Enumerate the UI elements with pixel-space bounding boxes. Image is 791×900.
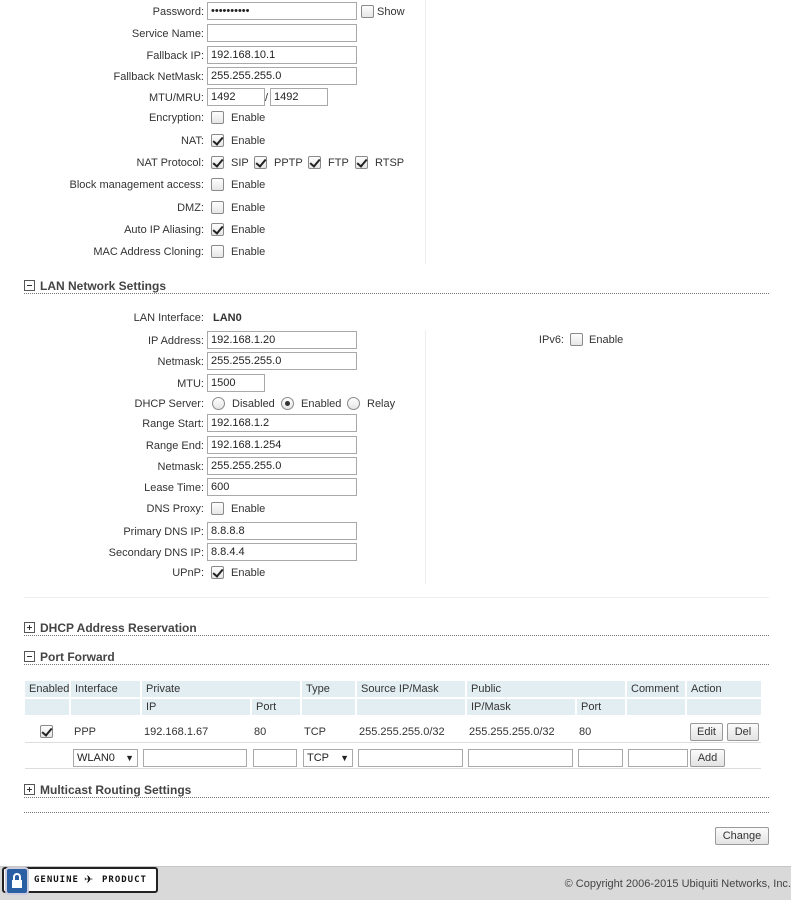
lease-time-field[interactable]: 600 — [207, 478, 357, 496]
badge-text-right: PRODUCT — [102, 875, 147, 885]
mtu-field[interactable]: 1492 — [207, 88, 265, 106]
dhcp-disabled-label: Disabled — [232, 398, 275, 410]
dhcp-enabled-radio[interactable] — [281, 397, 294, 410]
mtu-mru-label: MTU/MRU: — [149, 92, 204, 104]
dns-proxy-checkbox[interactable] — [211, 502, 224, 515]
new-row-separator — [25, 768, 761, 769]
upnp-enable-label: Enable — [231, 567, 266, 579]
th-private-ip: IP — [142, 699, 250, 715]
port-forward-divider — [24, 664, 769, 665]
dhcp-disabled-radio[interactable] — [212, 397, 225, 410]
th-interface: Interface — [71, 681, 140, 697]
ipv6-enable-label: Enable — [589, 334, 624, 346]
ipv6-label: IPv6: — [538, 334, 564, 346]
dmz-checkbox[interactable] — [211, 201, 224, 214]
th-private: Private — [142, 681, 300, 697]
th-sub-empty-5 — [627, 699, 685, 715]
edit-button[interactable]: Edit — [690, 723, 723, 741]
row-type: TCP — [304, 726, 326, 738]
th-type: Type — [302, 681, 355, 697]
nat-protocol-label: NAT Protocol: — [136, 157, 204, 169]
range-start-field[interactable]: 192.168.1.2 — [207, 414, 357, 432]
row-private-port: 80 — [254, 726, 267, 738]
row-public-ip: 255.255.255.0/32 — [469, 726, 555, 738]
service-name-field[interactable] — [207, 24, 357, 42]
th-comment: Comment — [627, 681, 685, 697]
lan-mtu-label: MTU: — [177, 378, 204, 390]
dhcp-netmask-label: Netmask: — [157, 461, 204, 473]
lan-column-divider — [425, 330, 426, 584]
lan-interface-label: LAN Interface: — [133, 312, 204, 324]
delete-button[interactable]: Del — [727, 723, 759, 741]
mru-field[interactable]: 1492 — [270, 88, 328, 106]
multicast-title[interactable]: Multicast Routing Settings — [40, 783, 192, 797]
primary-dns-field[interactable]: 8.8.8.8 — [207, 522, 357, 540]
port-forward-collapse-icon[interactable] — [24, 651, 35, 662]
th-public-port: Port — [577, 699, 625, 715]
dhcp-server-label: DHCP Server: — [134, 398, 204, 410]
form-end-divider — [24, 812, 769, 813]
th-private-port: Port — [252, 699, 300, 715]
new-type-select[interactable] — [303, 749, 353, 767]
nat-sip-checkbox[interactable] — [211, 156, 224, 169]
dhcp-netmask-field[interactable]: 255.255.255.0 — [207, 457, 357, 475]
lan-collapse-icon[interactable] — [24, 280, 35, 291]
new-type-value: TCP — [307, 752, 329, 764]
lan-interface-value: LAN0 — [213, 312, 242, 324]
th-source: Source IP/Mask — [357, 681, 465, 697]
lan-ip-label: IP Address: — [147, 335, 204, 347]
new-private-ip-field[interactable] — [143, 749, 247, 767]
change-button[interactable]: Change — [715, 827, 769, 845]
block-mgmt-label: Block management access: — [69, 179, 204, 191]
encryption-label: Encryption: — [148, 112, 204, 124]
chevron-down-icon: ▼ — [125, 753, 134, 763]
chevron-down-icon: ▼ — [340, 753, 349, 763]
lan-section-title[interactable]: LAN Network Settings — [40, 279, 167, 293]
lan-bottom-divider — [24, 597, 769, 598]
nat-label: NAT: — [180, 135, 204, 147]
multicast-divider — [24, 797, 769, 798]
th-public-ip-mask: IP/Mask — [467, 699, 575, 715]
th-enabled: Enabled — [25, 681, 69, 697]
fallback-netmask-label: Fallback NetMask: — [113, 71, 204, 83]
port-forward-title[interactable]: Port Forward — [40, 650, 115, 664]
new-interface-select[interactable] — [73, 749, 138, 767]
new-comment-field[interactable] — [628, 749, 688, 767]
range-start-label: Range Start: — [142, 418, 204, 430]
range-end-label: Range End: — [145, 440, 204, 452]
lan-netmask-field[interactable]: 255.255.255.0 — [207, 352, 357, 370]
new-public-port-field[interactable] — [578, 749, 623, 767]
mac-clone-label: MAC Address Cloning: — [93, 246, 204, 258]
dns-proxy-enable-label: Enable — [231, 503, 266, 515]
th-sub-empty-1 — [25, 699, 69, 715]
nat-ftp-checkbox[interactable] — [308, 156, 321, 169]
show-password-checkbox[interactable] — [361, 5, 374, 18]
dhcp-reservation-divider — [24, 635, 769, 636]
new-public-ip-field[interactable] — [468, 749, 573, 767]
nat-ftp-label: FTP — [328, 157, 349, 169]
nat-pptp-checkbox[interactable] — [254, 156, 267, 169]
copyright-text: © Copyright 2006-2015 Ubiquiti Networks, Inc. — [564, 878, 791, 890]
lan-mtu-field[interactable]: 1500 — [207, 374, 265, 392]
row-private-ip: 192.168.1.67 — [144, 726, 209, 738]
lock-icon — [5, 867, 29, 895]
secondary-dns-label: Secondary DNS IP: — [108, 547, 204, 559]
mac-clone-enable-label: Enable — [231, 246, 266, 258]
nat-pptp-label: PPTP — [274, 157, 303, 169]
lease-time-label: Lease Time: — [144, 482, 204, 494]
multicast-expand-icon[interactable] — [24, 784, 35, 795]
upnp-label: UPnP: — [172, 567, 204, 579]
nat-checkbox[interactable] — [211, 134, 224, 147]
mac-clone-checkbox[interactable] — [211, 245, 224, 258]
column-divider — [425, 0, 426, 264]
lock-glyph-icon — [7, 869, 27, 893]
badge-text-left: GENUINE — [34, 875, 79, 885]
new-private-port-field[interactable] — [253, 749, 297, 767]
row-public-port: 80 — [579, 726, 592, 738]
nat-rtsp-label: RTSP — [375, 157, 405, 169]
nat-enable-label: Enable — [231, 135, 266, 147]
th-public: Public — [467, 681, 625, 697]
ipv6-checkbox[interactable] — [570, 333, 583, 346]
service-name-label: Service Name: — [131, 28, 204, 40]
primary-dns-label: Primary DNS IP: — [123, 526, 204, 538]
lan-ip-field[interactable]: 192.168.1.20 — [207, 331, 357, 349]
auto-ip-alias-checkbox[interactable] — [211, 223, 224, 236]
encryption-enable-label: Enable — [231, 112, 266, 124]
range-end-field[interactable]: 192.168.1.254 — [207, 436, 357, 454]
lan-netmask-label: Netmask: — [157, 356, 204, 368]
fallback-ip-label: Fallback IP: — [146, 50, 204, 62]
dhcp-reservation-expand-icon[interactable] — [24, 622, 35, 633]
encryption-checkbox[interactable] — [211, 111, 224, 124]
dns-proxy-label: DNS Proxy: — [146, 503, 204, 515]
th-sub-empty-4 — [357, 699, 465, 715]
ubiquiti-logo-icon: ✈ — [84, 874, 94, 886]
new-interface-value: WLAN0 — [77, 752, 115, 764]
footer — [0, 866, 791, 900]
block-mgmt-checkbox[interactable] — [211, 178, 224, 191]
fallback-ip-field[interactable]: 192.168.10.1 — [207, 46, 357, 64]
dmz-enable-label: Enable — [231, 202, 266, 214]
add-button[interactable]: Add — [690, 749, 725, 767]
th-sub-empty-3 — [302, 699, 355, 715]
lan-section-divider — [24, 293, 769, 294]
auto-ip-alias-enable-label: Enable — [231, 224, 266, 236]
block-mgmt-enable-label: Enable — [231, 179, 266, 191]
password-label: Password: — [152, 6, 204, 18]
row-separator — [25, 742, 761, 743]
secondary-dns-field[interactable]: 8.8.4.4 — [207, 543, 357, 561]
genuine-product-badge[interactable] — [2, 867, 158, 893]
th-action: Action — [687, 681, 761, 697]
row-source: 255.255.255.0/32 — [359, 726, 445, 738]
nat-sip-label: SIP — [231, 157, 249, 169]
row-enabled-checkbox[interactable] — [40, 725, 53, 738]
nat-rtsp-checkbox[interactable] — [355, 156, 368, 169]
fallback-netmask-field[interactable]: 255.255.255.0 — [207, 67, 357, 85]
mtu-mru-separator: / — [265, 92, 269, 104]
dhcp-relay-radio[interactable] — [347, 397, 360, 410]
password-field[interactable]: •••••••••• — [207, 2, 357, 20]
th-sub-empty-6 — [687, 699, 761, 715]
upnp-checkbox[interactable] — [211, 566, 224, 579]
auto-ip-alias-label: Auto IP Aliasing: — [124, 224, 204, 236]
row-interface: PPP — [74, 726, 97, 738]
th-sub-empty-2 — [71, 699, 140, 715]
dhcp-reservation-title[interactable]: DHCP Address Reservation — [40, 621, 197, 635]
dmz-label: DMZ: — [177, 202, 204, 214]
new-source-field[interactable] — [358, 749, 463, 767]
dhcp-enabled-label: Enabled — [301, 398, 342, 410]
show-password-label: Show — [377, 6, 405, 18]
dhcp-relay-label: Relay — [367, 398, 396, 410]
